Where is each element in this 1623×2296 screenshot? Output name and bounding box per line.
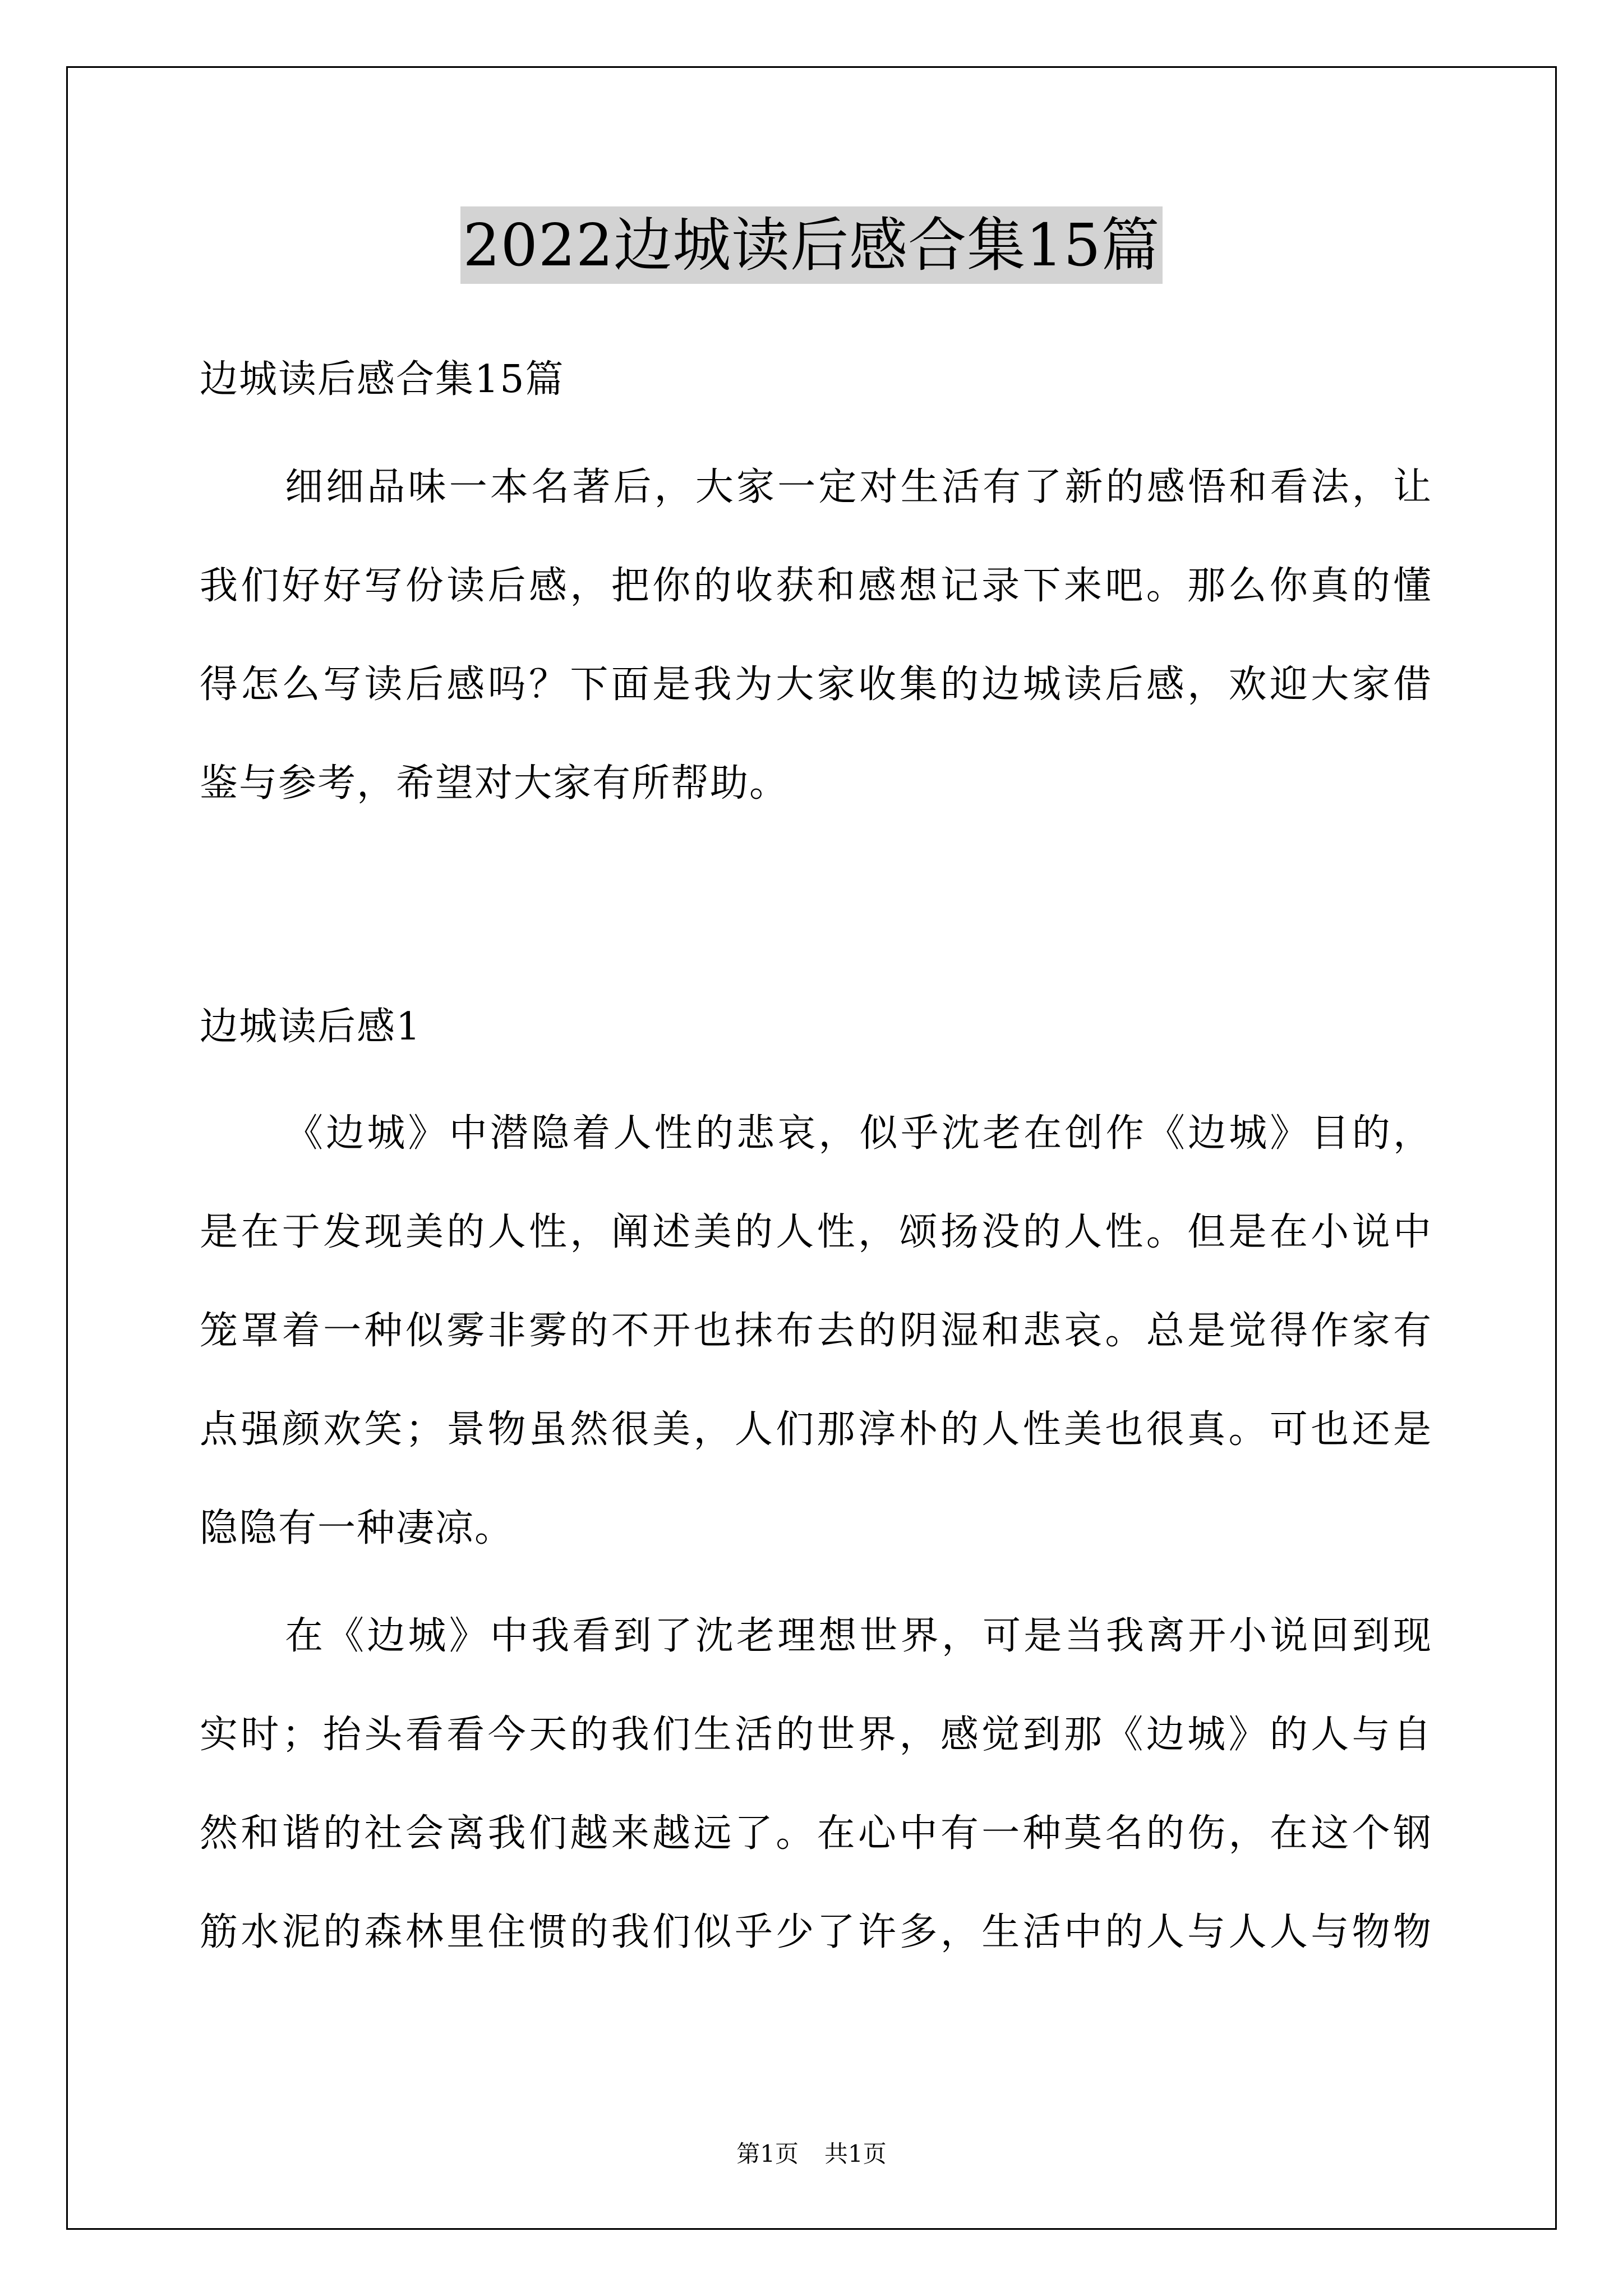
paragraph-line: 然和谐的社会离我们越来越远了。在心中有一种莫名的伤，在这个钢	[200, 1811, 1431, 1856]
document-subtitle: 边城读后感合集15篇	[200, 357, 565, 402]
paragraph-line: 笼罩着一种似雾非雾的不开也抹布去的阴湿和悲哀。总是觉得作家有	[200, 1309, 1431, 1353]
page-number: 第1页	[736, 2140, 799, 2168]
intro-line: 我们好好写份读后感，把你的收获和感想记录下来吧。那么你真的懂	[200, 564, 1431, 608]
intro-line: 鉴与参考，希望对大家有所帮助。	[200, 761, 789, 806]
page-footer	[0, 2138, 1623, 2170]
intro-line: 细细品味一本名著后，大家一定对生活有了新的感悟和看法，让	[285, 465, 1431, 509]
paragraph-line: 《边城》中潜隐着人性的悲哀，似乎沈老在创作《边城》目的，	[285, 1111, 1431, 1156]
paragraph-line: 是在于发现美的人性，阐述美的人性，颂扬没的人性。但是在小说中	[200, 1210, 1431, 1254]
title-wrapper	[0, 206, 1623, 284]
section-heading: 边城读后感1	[200, 1005, 422, 1049]
paragraph-line: 筋水泥的森林里住惯的我们似乎少了许多，生活中的人与人人与物物	[200, 1910, 1431, 1954]
paragraph-line: 隐隐有一种凄凉。	[200, 1506, 514, 1550]
paragraph-line: 实时；抬头看看今天的我们生活的世界，感觉到那《边城》的人与自	[200, 1713, 1431, 1757]
document-title: 2022边城读后感合集15篇	[460, 206, 1162, 284]
intro-line: 得怎么写读后感吗？下面是我为大家收集的边城读后感，欢迎大家借	[200, 662, 1431, 707]
page-total: 共1页	[824, 2140, 887, 2168]
paragraph-line: 在《边城》中我看到了沈老理想世界，可是当我离开小说回到现	[285, 1614, 1431, 1658]
paragraph-line: 点强颜欢笑；景物虽然很美，人们那淳朴的人性美也很真。可也还是	[200, 1407, 1431, 1452]
